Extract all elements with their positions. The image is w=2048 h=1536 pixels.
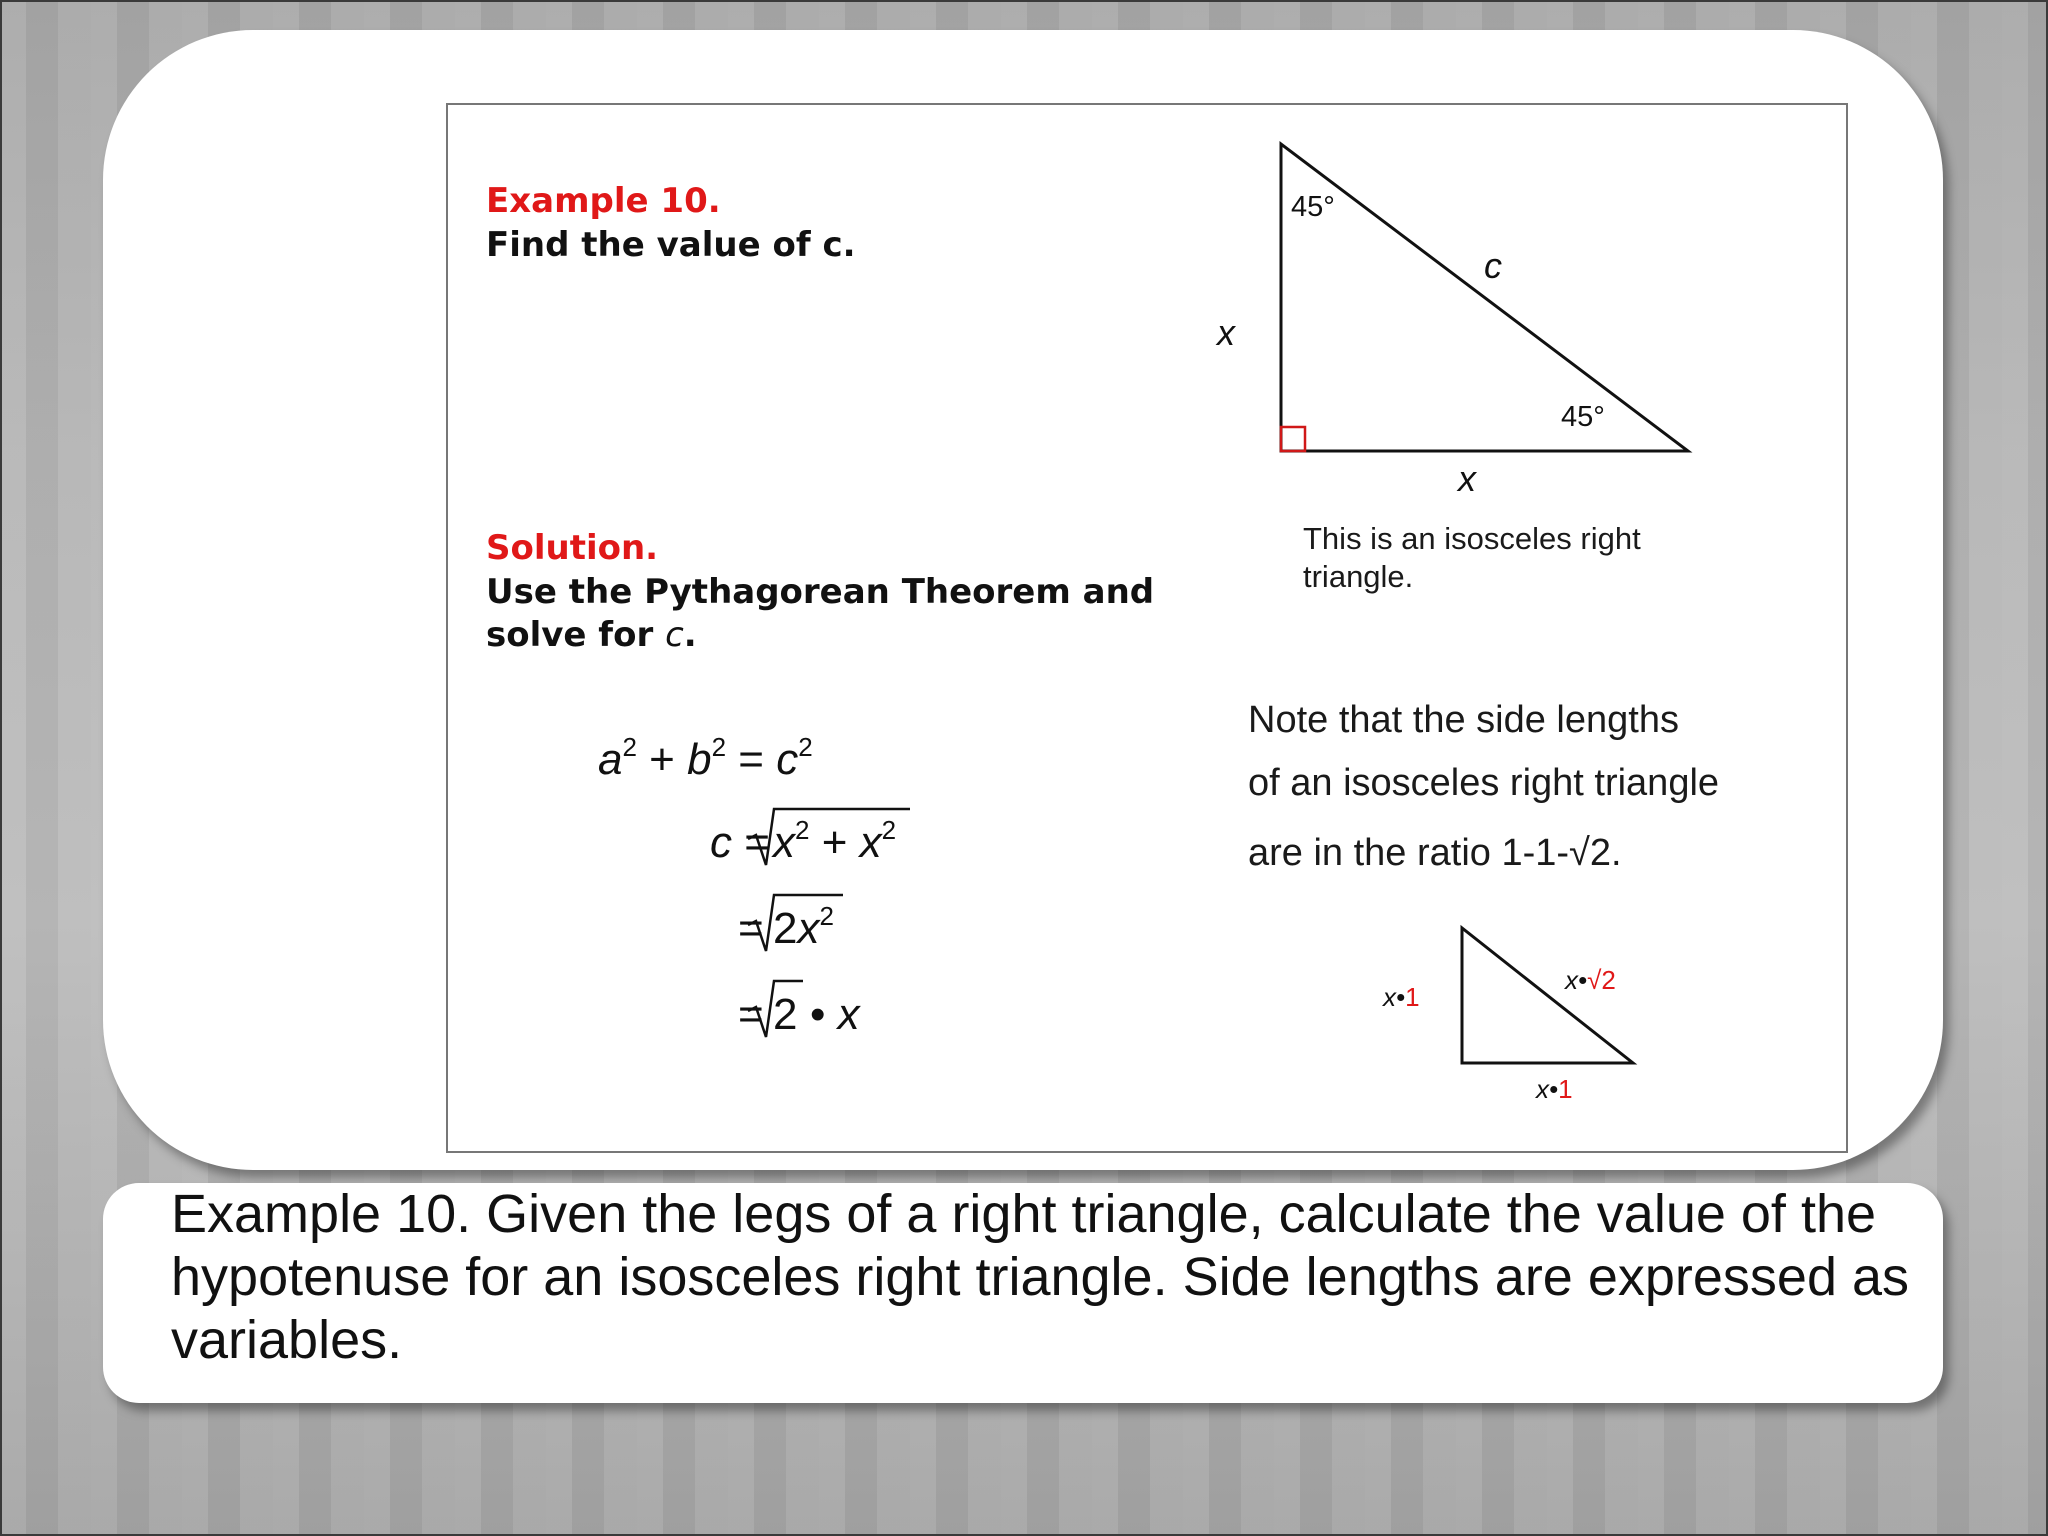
- example-heading: Example 10.: [486, 181, 721, 221]
- slide-image: [446, 103, 1848, 1153]
- equation-line-4-tail: • x: [810, 990, 860, 1039]
- note-line-1: Note that the side lengths: [1248, 699, 1679, 741]
- ratio-hypotenuse-label: x•√2: [1565, 965, 1616, 995]
- caption-card: [103, 1183, 1943, 1403]
- slide-card: [103, 30, 1943, 1170]
- solution-line-2: solve for c.: [486, 615, 697, 655]
- angle-label-right: 45°: [1561, 401, 1605, 433]
- ratio-triangle: [1462, 928, 1633, 1063]
- solution-line-1: Use the Pythagorean Theorem and: [486, 572, 1155, 612]
- ratio-left-label: x•1: [1383, 982, 1420, 1012]
- angle-label-top: 45°: [1291, 191, 1335, 223]
- ratio-triangle-diagram: [448, 105, 1846, 1151]
- equation-line-3-radicand: $2x^2$: [773, 901, 834, 953]
- triangle-caption-line-1: This is an isosceles right: [1303, 521, 1641, 556]
- video-caption: Example 10. Given the legs of a right triangle, calculate the value of the hypotenuse for an isosceles right triangle. Side lengths are expressed as variables.: [171, 1184, 1910, 1370]
- equation-line-3: =: [738, 904, 764, 953]
- hypotenuse-label: c: [1484, 245, 1502, 286]
- left-leg-label: x: [1217, 312, 1235, 353]
- solution-heading: Solution.: [486, 528, 659, 568]
- note-line-3: are in the ratio 1-1-√2.: [1248, 832, 1622, 874]
- triangle-caption-line-2: triangle.: [1303, 559, 1414, 594]
- note-line-2: of an isosceles right triangle: [1248, 762, 1720, 804]
- bottom-leg-label: x: [1458, 458, 1476, 499]
- equation-line-4: =: [738, 990, 764, 1039]
- equation-line-1: $a^2 + b^2 = c^2$: [598, 732, 813, 784]
- equation-line-2-radicand: $x^2 + x^2$: [773, 815, 897, 867]
- equation-line-4-radicand: 2: [773, 990, 798, 1039]
- equation-line-2: c =: [710, 818, 770, 867]
- ratio-bottom-label: x•1: [1536, 1074, 1573, 1104]
- problem-statement: Find the value of c.: [486, 225, 856, 265]
